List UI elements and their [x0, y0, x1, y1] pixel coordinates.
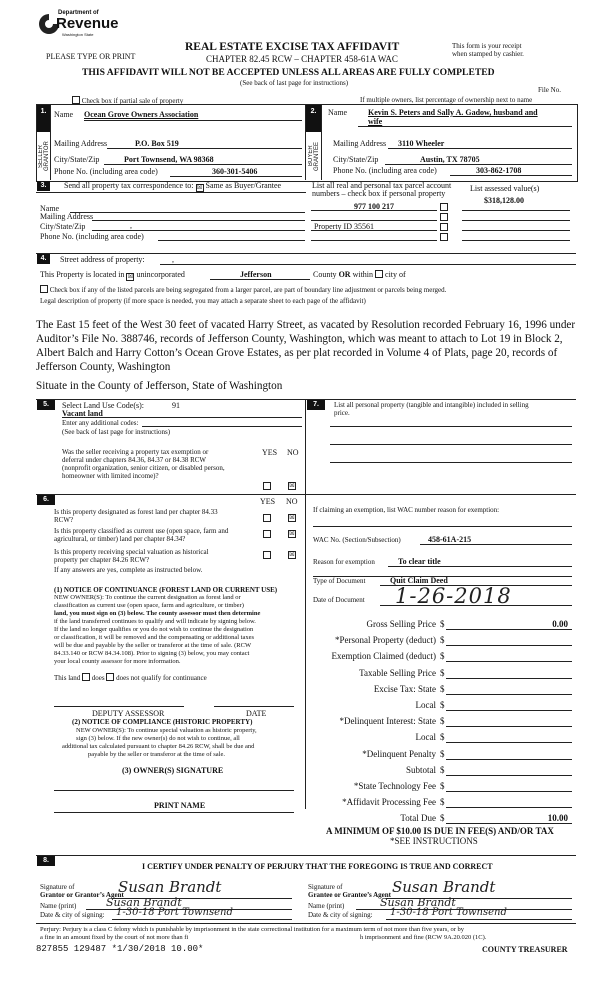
- tax-row: [300, 781, 576, 793]
- property-location: This Property is located in ☒ unincorporated: [40, 270, 185, 280]
- exemption-q-3: (nonprofit organization, senior citizen, or disabled person,: [62, 464, 225, 472]
- legal-line-3: Albert Balch and Harry Cotton’s Ocean Grove Estates, as per plat recorded in Volume 4 of Plats, page 20, records of: [36, 347, 558, 359]
- sec3-city: ,: [130, 221, 132, 230]
- notice-2-line-3: additional tax calculated pursuant to chapter 84.26 RCW, shall be due and: [62, 743, 255, 750]
- assessor-date-label: DATE: [246, 709, 267, 718]
- sec5-no-header: NO: [287, 448, 299, 457]
- legal-line-4: Jefferson County, Washington: [36, 361, 171, 373]
- seller-mailing-label: Mailing Address: [54, 139, 108, 148]
- section-7-number: 7.: [307, 400, 325, 410]
- tax-row-label: *Delinquent Penalty: [362, 749, 436, 759]
- file-no-label: File No.: [538, 86, 561, 94]
- section-2-number: 2.: [306, 105, 321, 132]
- forest-no-checkbox[interactable]: ☒: [289, 515, 295, 521]
- grantee-name-print-label: Name (print): [308, 902, 345, 910]
- tax-row: [300, 813, 576, 825]
- tax-row: [300, 668, 576, 680]
- forest-q-1: Is this property designated as forest land per chapter 84.33: [54, 508, 218, 516]
- see-instructions: *SEE INSTRUCTIONS: [390, 836, 478, 846]
- wac-number: 458-61A-215: [428, 535, 472, 544]
- tax-row: [300, 765, 576, 777]
- seller-grantor-label: SELLER GRANTOR: [38, 141, 50, 171]
- perjury-line-2: a fine in an amount fixed by the court of not more than fi: [40, 934, 189, 941]
- situate-line: Situate in the County of Jefferson, State of Washington: [36, 380, 283, 392]
- sec3-name-label: Name: [40, 204, 60, 213]
- notice-1-line-7: will be due and payable by the seller or transferor at the time of sale. (RCW: [54, 642, 252, 649]
- notice-2-title: (2) NOTICE OF COMPLIANCE (HISTORIC PROPERTY): [72, 718, 253, 726]
- tax-row: [300, 732, 576, 744]
- notice-2-line-1: NEW OWNER(S): To continue special valuation as historic property,: [76, 727, 257, 734]
- doc-date-label: Date of Document: [313, 596, 365, 604]
- section-6-number: 6.: [37, 495, 55, 505]
- current-use-no-checkbox[interactable]: ☒: [289, 531, 295, 537]
- form-warning: THIS AFFIDAVIT WILL NOT BE ACCEPTED UNLESS ALL AREAS ARE FULLY COMPLETED: [82, 67, 495, 78]
- tax-row-label: *State Technology Fee: [353, 781, 436, 791]
- current-use-q-2: agricultural, or timber) land per chapter 84.34?: [54, 535, 186, 543]
- notice-1-line-1: NEW OWNER(S): To continue the current designation as forest land or: [54, 594, 241, 601]
- assessed-value: $318,128.00: [484, 196, 524, 205]
- grantor-signature: Susan Brandt: [118, 878, 222, 896]
- tax-row-currency: $: [440, 716, 445, 726]
- exemption-reason: To clear title: [398, 557, 441, 566]
- tax-row: [300, 684, 576, 696]
- tax-row-label: Subtotal: [405, 765, 436, 775]
- historic-yes-checkbox[interactable]: [263, 551, 271, 559]
- buyer-city: Austin, TX 78705: [420, 155, 480, 164]
- tax-row-label: Local: [415, 732, 436, 742]
- grantor-sig-label-2: Grantor or Grantor’s Agent: [40, 891, 124, 899]
- historic-q-2: property per chapter 84.26 RCW?: [54, 556, 150, 564]
- notice-1-line-9: your local county assessor for more information.: [54, 658, 181, 665]
- historic-no-checkbox[interactable]: ☒: [289, 552, 295, 558]
- county-treasurer-label: COUNTY TREASURER: [482, 945, 568, 954]
- notice-1-line-5: If the land no longer qualifies or you do not wish to continue the designation: [54, 626, 254, 633]
- notice-1-line-4: if the land transferred continues to qualify and will indicate by signing below.: [54, 618, 256, 625]
- buyer-name-line-2: wife: [368, 117, 383, 126]
- section-4-number: 4.: [37, 254, 50, 264]
- tax-row-label: Total Due: [400, 813, 436, 823]
- tax-row: [300, 619, 576, 631]
- doc-type-label: Type of Document: [313, 577, 366, 585]
- grantor-name-print: Susan Brandt: [106, 896, 182, 909]
- parcel-4-checkbox[interactable]: [440, 233, 448, 241]
- tax-row: [300, 716, 576, 728]
- county-name: Jefferson: [240, 270, 272, 279]
- buyer-name-label: Name: [328, 108, 348, 117]
- buyer-phone-label: Phone No. (including area code): [333, 166, 437, 175]
- legal-line-2: Auditor’s File No. 388746, records of Jefferson County, Washington, which was meant to attach to Lot 19 in Block 2,: [36, 333, 563, 345]
- sec6-no-header: NO: [286, 497, 298, 506]
- deputy-assessor-label: DEPUTY ASSESSOR: [92, 709, 165, 718]
- seller-phone: 360-301-5406: [212, 167, 258, 176]
- tax-row-currency: $: [440, 635, 445, 645]
- parcel-list-label-2: numbers – check box if personal property: [312, 189, 446, 198]
- tax-row: [300, 651, 576, 663]
- grantor-date-city: 1-30-18 Port Townsend: [116, 907, 233, 918]
- property-id: Property ID 35561: [314, 222, 374, 231]
- seller-phone-label: Phone No. (including area code): [54, 167, 158, 176]
- tax-row-currency: $: [440, 668, 445, 678]
- cashier-stamp: 827855 129487 *1/30/2018 10.00*: [36, 944, 204, 954]
- historic-q-1: Is this property receiving special valuation as historical: [54, 548, 209, 556]
- buyer-mailing-label: Mailing Address: [333, 139, 387, 148]
- tax-row-label: Gross Selling Price: [366, 619, 436, 629]
- parcel-list-label-1: List all real and personal tax parcel account: [312, 181, 452, 190]
- current-use-yes-checkbox[interactable]: [263, 530, 271, 538]
- form-chapter: CHAPTER 82.45 RCW – CHAPTER 458-61A WAC: [206, 54, 398, 64]
- reason-label: Reason for exemption: [313, 558, 375, 566]
- does-checkbox[interactable]: [82, 673, 90, 681]
- continuance-qualify: This land does does not qualify for continuance: [54, 674, 207, 682]
- logo-main: Revenue: [56, 15, 119, 32]
- doc-date: 1-26-2018: [395, 584, 512, 608]
- buyer-grantee-label: BUYER GRANTEE: [308, 141, 320, 171]
- notice-1-line-3: land, you must sign on (3) below. The county assessor must then determine: [54, 610, 261, 617]
- grantee-date-city-label: Date & city of signing:: [308, 911, 373, 919]
- notice-1-line-6: or classification, it will be removed and the compensating or additional taxes: [54, 634, 254, 641]
- tax-row-currency: $: [440, 684, 445, 694]
- tax-row-currency: $: [440, 651, 445, 661]
- send-correspondence: Send all property tax correspondence to: ☒ Same as Buyer/Grantee: [64, 181, 282, 191]
- parcel-3-checkbox[interactable]: [440, 223, 448, 231]
- notice-2-line-2: sign (3) below. If the new owner(s) do not wish to continue, all: [76, 735, 240, 742]
- tax-row: [300, 749, 576, 761]
- street-address: ,: [172, 255, 174, 264]
- grantee-sig-label-2: Grantee or Grantee’s Agent: [308, 891, 392, 899]
- receipt-note-1: This form is your receipt: [452, 42, 522, 50]
- notice-2-line-4: payable by the seller or transferor at the time of sale.: [88, 751, 225, 758]
- tax-row-currency: $: [440, 619, 445, 629]
- section-8-number: 8.: [37, 856, 55, 866]
- seller-city: Port Townsend, WA 98368: [124, 155, 214, 164]
- legal-line-1: The East 15 feet of the West 30 feet of vacated Harry Street, as vacated by Resolution recorded February 16, 1996 under: [36, 319, 576, 331]
- buyer-name-line-1: Kevin S. Peters and Sally A. Gadow, husband and: [368, 108, 538, 117]
- exemption-claim-label: If claiming an exemption, list WAC number reason for exemption:: [313, 506, 500, 514]
- sec3-phone-label: Phone No. (including area code): [40, 232, 144, 241]
- seller-name: Ocean Grove Owners Association: [84, 110, 199, 119]
- parcel-1-checkbox[interactable]: [440, 203, 448, 211]
- notice-1-line-8: 84.33.140 or RCW 84.34.108). Prior to signing (3) below, you may contact: [54, 650, 250, 657]
- parcel-2-checkbox[interactable]: [440, 213, 448, 221]
- county-or-city: County OR within city of: [313, 270, 406, 279]
- multiple-owners-note: If multiple owners, list percentage of ownership next to name: [360, 96, 533, 104]
- section-5-number: 5.: [37, 400, 55, 410]
- land-use-desc: Vacant land: [62, 409, 103, 418]
- print-name-label: PRINT NAME: [154, 801, 206, 810]
- sec6-yes-header: YES: [260, 497, 276, 506]
- tax-row-label: Excise Tax: State: [373, 684, 436, 694]
- street-address-label: Street address of property:: [60, 255, 145, 264]
- grantor-name-print-label: Name (print): [40, 902, 77, 910]
- tax-row-currency: $: [440, 732, 445, 742]
- section-1-number: 1.: [37, 105, 50, 132]
- sec5-no-checkbox[interactable]: ☒: [289, 483, 295, 489]
- personal-property-2: price.: [334, 409, 350, 417]
- tax-row-currency: $: [440, 813, 445, 823]
- sec3-city-label: City/State/Zip: [40, 222, 86, 231]
- segregated-checkbox[interactable]: Check box if any of the listed parcels are being segregated from a larger parcel, are part of boundary line adjustment or parcels being merged.: [40, 285, 446, 294]
- current-use-q-1: Is this property classified as current use (open space, farm and: [54, 527, 229, 535]
- seller-mailing: P.O. Box 519: [135, 139, 179, 148]
- tax-row: [300, 635, 576, 647]
- notice-1-line-2: classification as current use (open space, farm and agriculture, or timber): [54, 602, 244, 609]
- exemption-q-1: Was the seller receiving a property tax exemption or: [62, 448, 209, 456]
- tax-row-currency: $: [440, 765, 445, 775]
- personal-property-1: List all personal property (tangible and intangible) included in selling: [334, 401, 529, 409]
- sec5-yes-checkbox[interactable]: [263, 482, 271, 490]
- tax-row-label: *Personal Property (deduct): [335, 635, 436, 645]
- tax-row-currency: $: [440, 781, 445, 791]
- dor-logo: [38, 8, 119, 42]
- grantee-date-city: 1-30-18 Port Townsend: [390, 907, 507, 918]
- forest-q-2: RCW?: [54, 516, 74, 524]
- buyer-mailing: 3110 Wheeler: [398, 139, 445, 148]
- tax-row-currency: $: [440, 749, 445, 759]
- logo-dept: Department of: [58, 10, 99, 16]
- section-3-number: 3.: [37, 181, 50, 191]
- parcel-number: 977 100 217: [354, 202, 394, 211]
- exemption-q-2: deferral under chapters 84.36, 84.37 or 84.38 RCW: [62, 456, 207, 464]
- type-or-print: PLEASE TYPE OR PRINT: [46, 52, 136, 61]
- logo-state: Washington State: [62, 32, 94, 37]
- tax-row-value[interactable]: 10.00: [547, 813, 568, 823]
- grantor-sig-label-1: Signature of: [40, 883, 75, 891]
- minimum-due: A MINIMUM OF $10.00 IS DUE IN FEE(S) AND/OR TAX: [326, 826, 554, 836]
- partial-sale-checkbox[interactable]: Check box if partial sale of property: [72, 96, 183, 105]
- receipt-note-2: when stamped by cashier.: [452, 50, 524, 58]
- owner-signature-label: (3) OWNER(S) SIGNATURE: [122, 766, 224, 775]
- buyer-phone: 303-862-1708: [476, 166, 522, 175]
- assessed-label: List assessed value(s): [470, 184, 540, 193]
- seller-name-label: Name: [54, 110, 74, 119]
- tax-row-label: *Delinquent Interest: State: [339, 716, 436, 726]
- land-use-label: Select Land Use Code(s):: [62, 401, 144, 410]
- exemption-q-4: homeowner with limited income)?: [62, 472, 159, 480]
- tax-row: [300, 797, 576, 809]
- forest-yes-checkbox[interactable]: [263, 514, 271, 522]
- tax-row-currency: $: [440, 797, 445, 807]
- does-not-checkbox[interactable]: [106, 673, 114, 681]
- sec5-yes-header: YES: [262, 448, 278, 457]
- perjury-line-1: Perjury: Perjury is a class C felony which is punishable by imprisonment in the state correctional institution for a maximum term of not more than five years, or by: [40, 926, 465, 933]
- notice-1-title: (1) NOTICE OF CONTINUANCE (FOREST LAND OR CURRENT USE): [54, 586, 278, 594]
- tax-row-currency: $: [440, 700, 445, 710]
- see-back-note: (See back of last page for instructions): [240, 79, 349, 87]
- doc-type: Quit Claim Deed: [390, 576, 448, 585]
- legal-description-label: Legal description of property (if more space is needed, you may attach a separate sheet to each page of the affidavit): [40, 297, 366, 305]
- form-title: REAL ESTATE EXCISE TAX AFFIDAVIT: [185, 41, 400, 53]
- tax-row-label: *Affidavit Processing Fee: [342, 797, 436, 807]
- land-use-code: 91: [172, 401, 180, 410]
- grantee-sig-label-1: Signature of: [308, 883, 343, 891]
- tax-row: [300, 700, 576, 712]
- grantee-signature: Susan Brandt: [392, 878, 496, 896]
- seller-city-label: City/State/Zip: [54, 155, 100, 164]
- wac-label: WAC No. (Section/Subsection): [313, 536, 401, 544]
- additional-codes-label: Enter any additional codes:: [62, 419, 139, 427]
- perjury-line-3: h imprisonment and fine (RCW 9A.20.020 (1C).: [360, 934, 487, 941]
- tax-row-label: Local: [415, 700, 436, 710]
- grantor-date-city-label: Date & city of signing:: [40, 911, 105, 919]
- sec3-mailing-label: Mailing Address: [40, 212, 94, 221]
- certify-statement: I CERTIFY UNDER PENALTY OF PERJURY THAT THE FOREGOING IS TRUE AND CORRECT: [142, 862, 493, 871]
- tax-row-value[interactable]: 0.00: [552, 619, 568, 629]
- tax-row-label: Exemption Claimed (deduct): [331, 651, 436, 661]
- sec6-note: If any answers are yes, complete as instructed below.: [54, 566, 203, 574]
- tax-row-label: Taxable Selling Price: [359, 668, 436, 678]
- grantee-name-print: Susan Brandt: [380, 896, 456, 909]
- buyer-city-label: City/State/Zip: [333, 155, 379, 164]
- sec5-see-back: (See back of last page for instructions): [62, 428, 171, 436]
